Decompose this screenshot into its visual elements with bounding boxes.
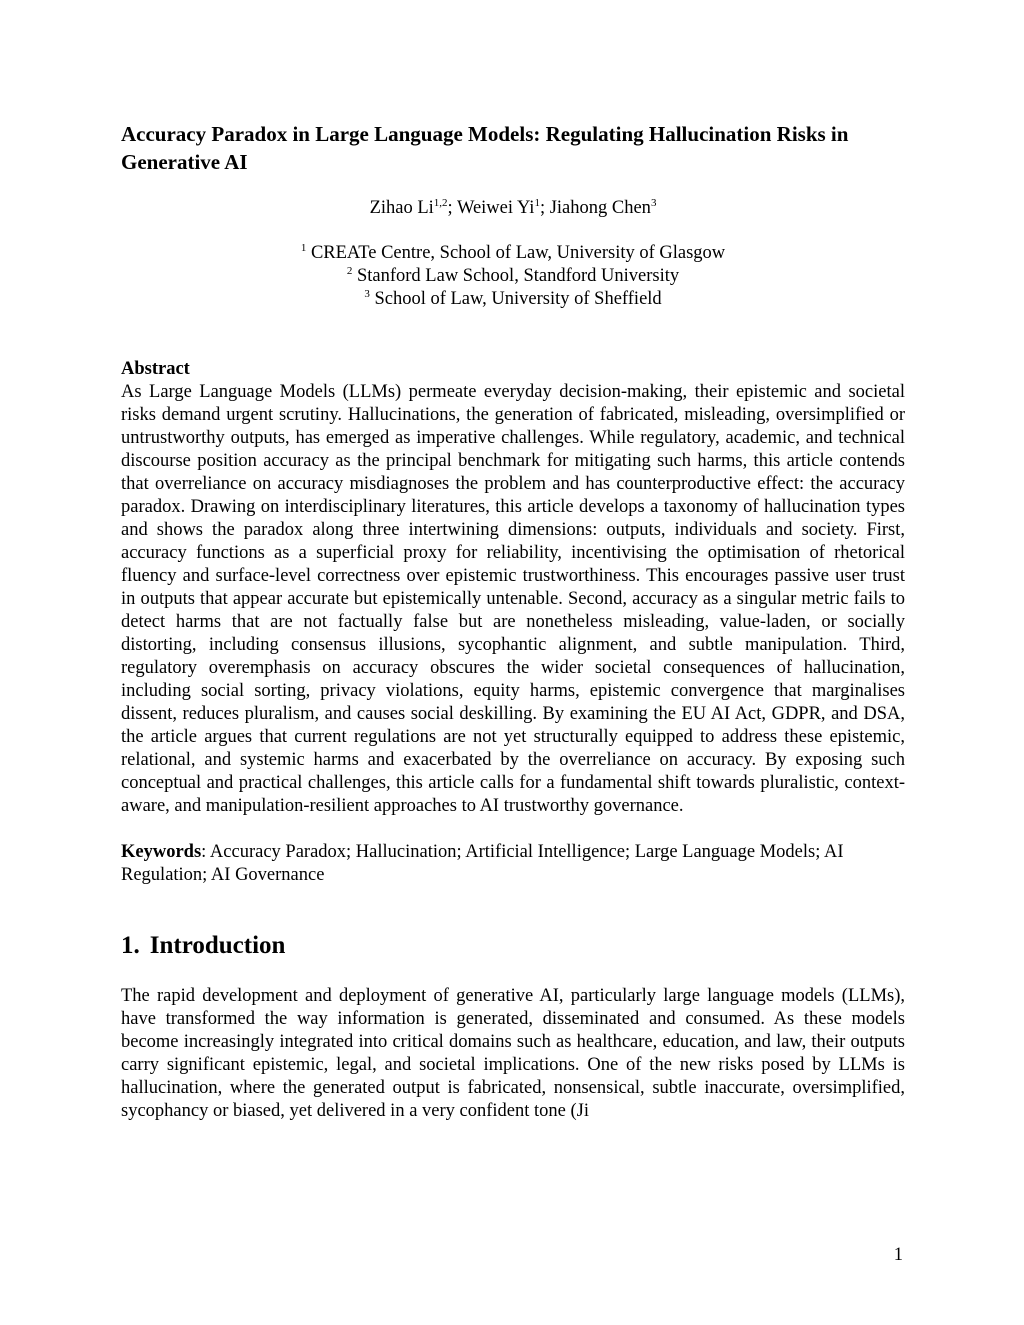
keywords xyxy=(121,841,905,887)
paper-title: Accuracy Paradox in Large Language Models: Regulating Hallucination Risks in Generative AI xyxy=(121,122,849,174)
author-affiliation-marker: 1 xyxy=(534,196,540,209)
keywords-list: : Accuracy Paradox; Hallucination; Artificial Intelligence; Large Language Models; AI Regulation; AI Governance xyxy=(121,842,844,885)
affiliation-list xyxy=(121,242,905,311)
section-heading-introduction xyxy=(121,931,905,961)
affiliation-marker: 3 xyxy=(364,287,370,300)
section-number: 1. xyxy=(121,932,140,959)
author-separator: ; xyxy=(539,198,550,218)
affiliation-text: Stanford Law School, Standford University xyxy=(356,266,680,286)
affiliation xyxy=(121,288,905,311)
keywords-label: Keywords xyxy=(121,842,202,862)
author-name: Weiwei Yi xyxy=(456,198,535,218)
section-title: Introduction xyxy=(149,932,286,959)
author-affiliation-marker: 1,2 xyxy=(433,196,448,209)
affiliation xyxy=(121,242,905,265)
page-number: 1 xyxy=(893,1245,903,1265)
author-list xyxy=(121,196,905,220)
page-content xyxy=(121,120,905,1123)
affiliation-text: School of Law, University of Sheffield xyxy=(374,289,662,309)
affiliation-text: CREATe Centre, School of Law, University of Glasgow xyxy=(310,243,726,263)
introduction-paragraph: The rapid development and deployment of generative AI, particularly large language models (LLMs), have transformed the way information is generated, disseminated and consumed. As these models become increasingly integrated into critical domains such as healthcare, education, and law, their outputs carry significant epistemic, legal, and societal implications. One of the new risks posed by LLMs is hallucination, where the generated output is fabricated, nonsensical, subtle inaccurate, oversimplified, sycophancy or biased, yet delivered in a very confident tone (Ji xyxy=(121,986,905,1121)
affiliation xyxy=(121,265,905,288)
author-separator: ; xyxy=(447,198,457,218)
abstract-heading: Abstract xyxy=(121,359,190,379)
affiliation-marker: 2 xyxy=(346,264,353,277)
author-name: Zihao Li xyxy=(369,198,434,218)
author-affiliation-marker: 3 xyxy=(650,196,657,209)
author-name: Jiahong Chen xyxy=(549,198,651,218)
affiliation-marker: 1 xyxy=(300,241,307,254)
abstract-body: As Large Language Models (LLMs) permeate everyday decision-making, their epistemic and societal risks demand urgent scrutiny. Hallucinations, the generation of fabricated, misleading, oversimplified or untrustworthy outputs, has emerged as imperative challenges. While regulatory, academic, and technical discourse position accuracy as the principal benchmark for mitigating such harms, this article contends that overreliance on accuracy misdiagnoses the problem and has counterproductive effect: the accuracy paradox. Drawing on interdisciplinary literatures, this article develops a taxonomy of hallucination types and shows the paradox along three intertwining dimensions: outputs, individuals and society. First, accuracy functions as a superficial proxy for reliability, incentivising the optimisation of rhetorical fluency and surface-level correctness over epistemic trustworthiness. This encourages passive user trust in outputs that appear accurate but epistemically untenable. Second, accuracy as a singular metric fails to detect harms that are not factually false but are nonetheless misleading, value-laden, or socially distorting, including consensus illusions, sycophantic alignment, and subtle manipulation. Third, regulatory overemphasis on accuracy obscures the wider societal consequences of hallucination, including social sorting, privacy violations, equity harms, epistemic convergence that marginalises dissent, reduces pluralism, and causes social deskilling. By examining the EU AI Act, GDPR, and DSA, the article argues that current regulations are not yet structurally equipped to address these epistemic, relational, and systemic harms and exacerbated by the overreliance on accuracy. By exposing such conceptual and practical challenges, this article calls for a fundamental shift towards pluralistic, context-aware, and manipulation-resilient approaches to AI trustworthy governance. xyxy=(121,382,905,816)
